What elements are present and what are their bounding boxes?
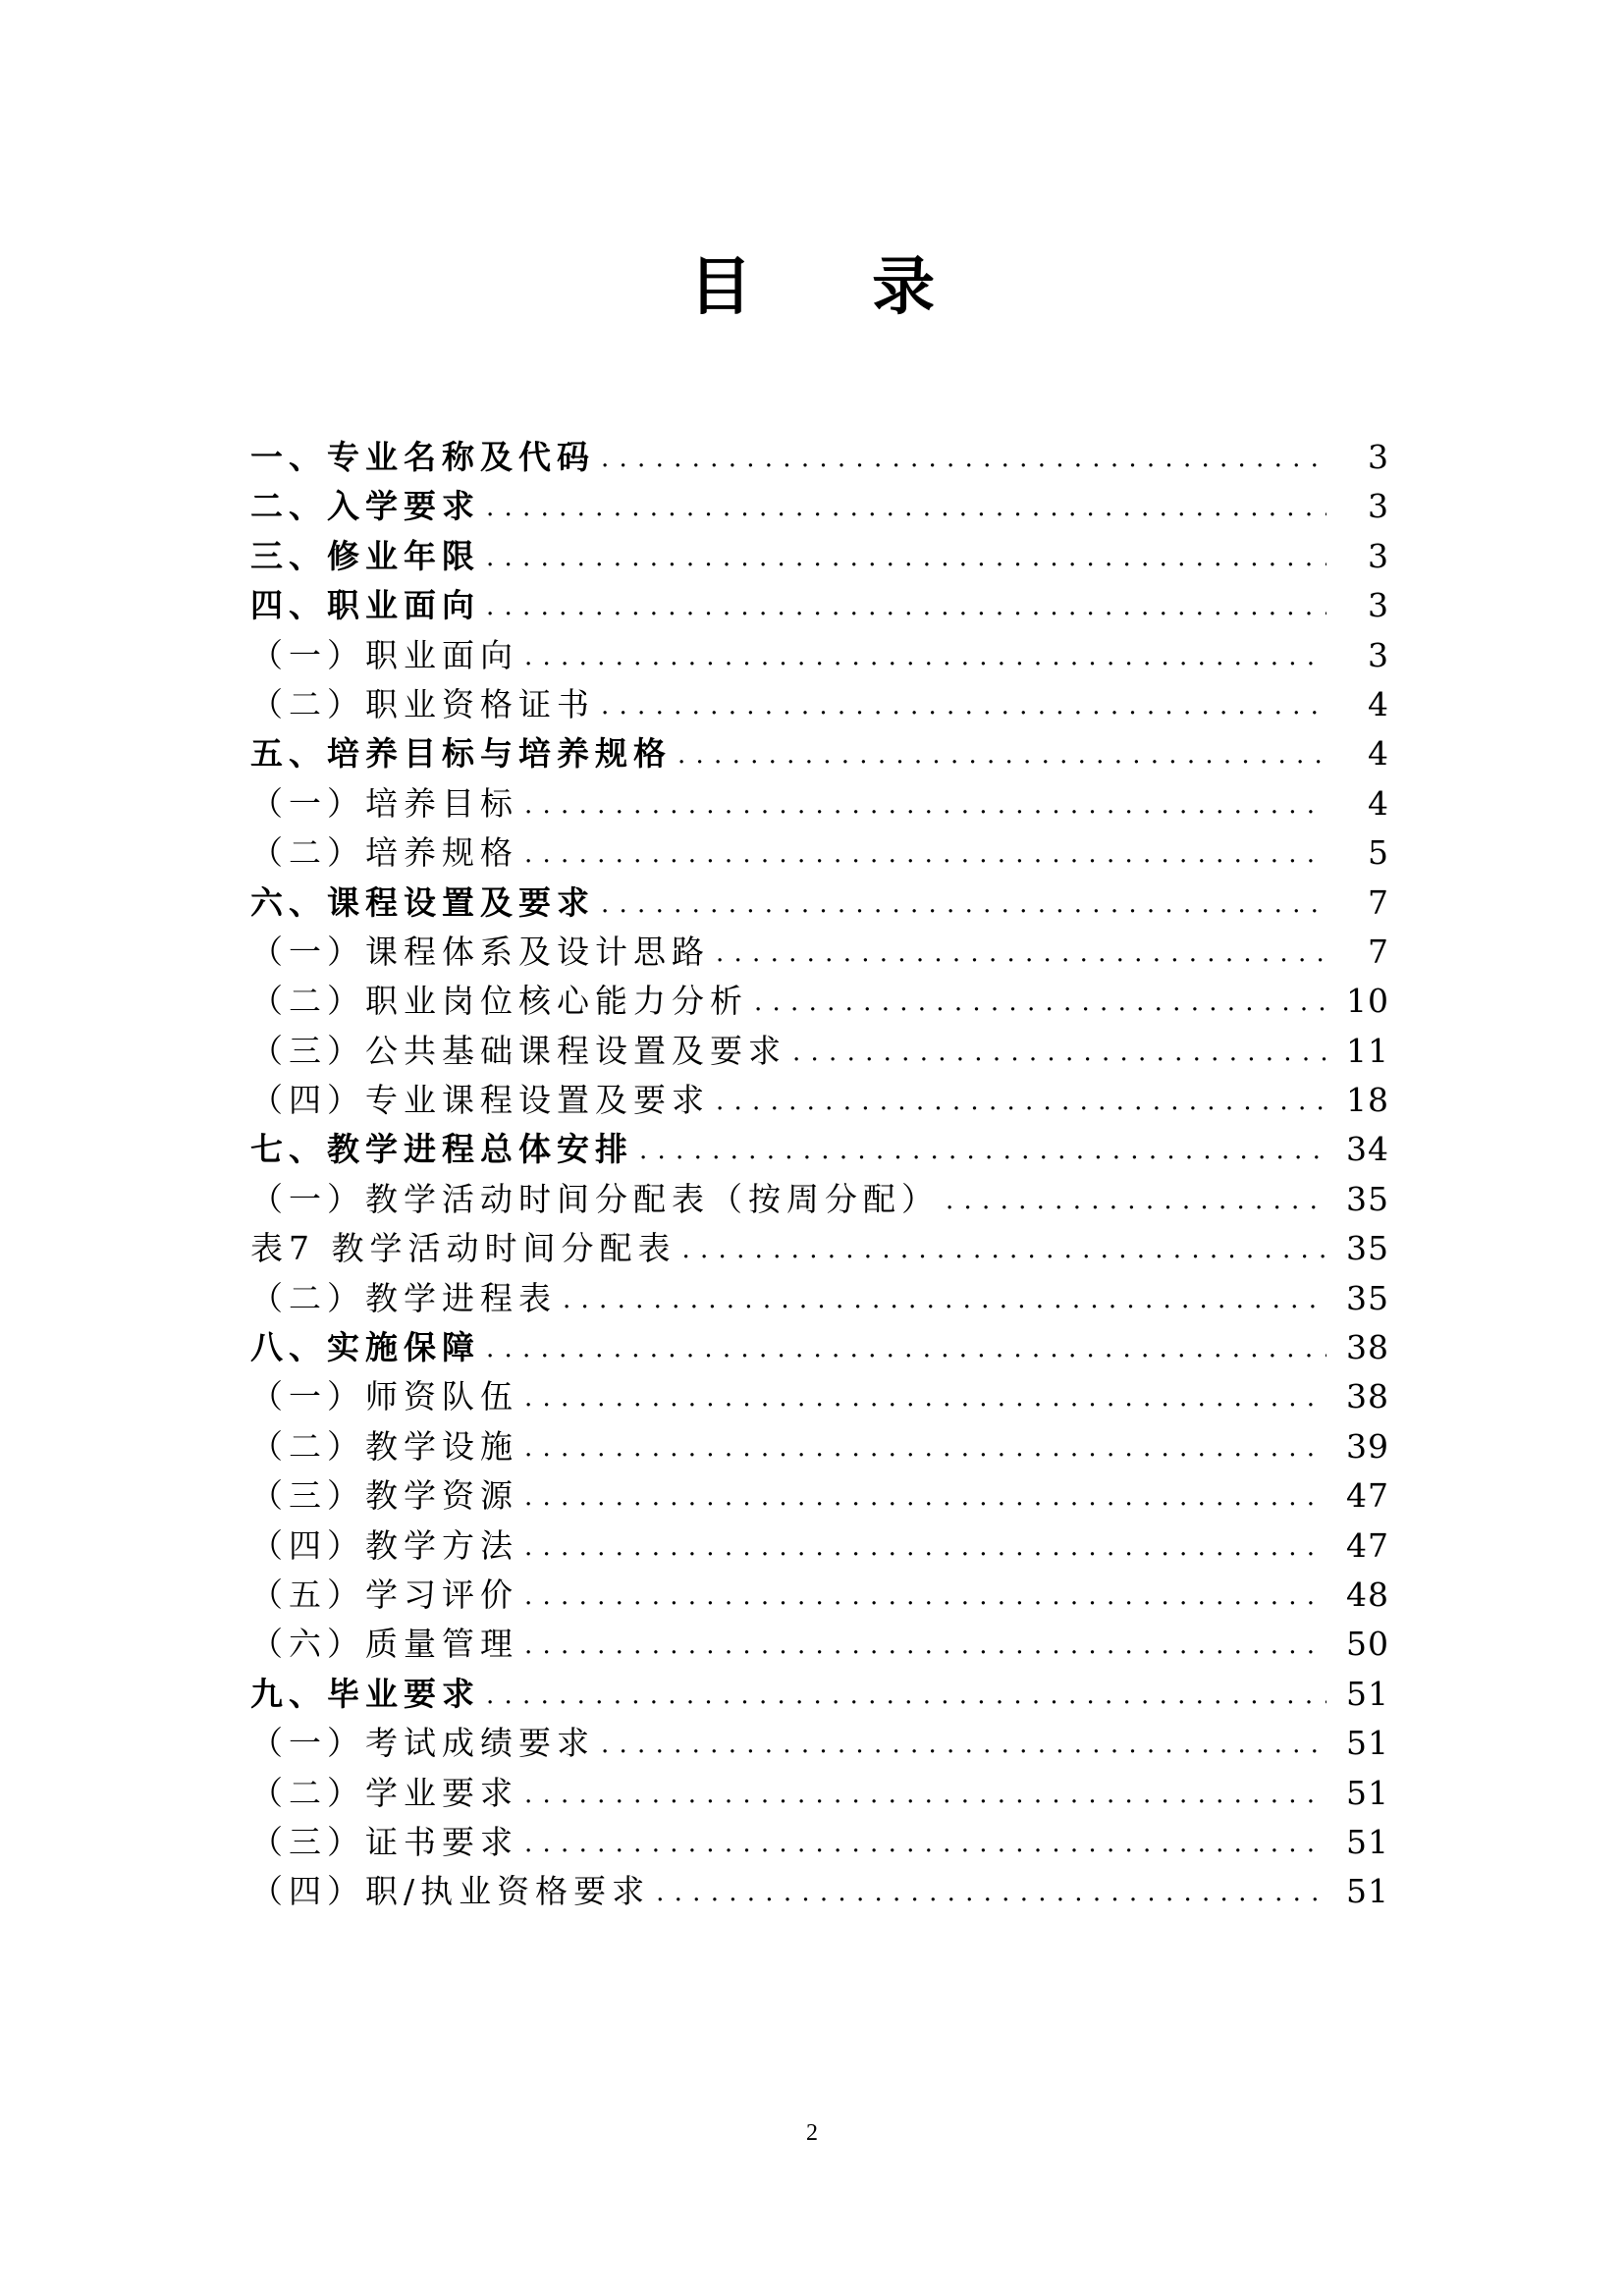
toc-entry[interactable]	[250, 878, 1389, 927]
toc-entry-label: 五、培养目标与培养规格	[250, 734, 672, 774]
toc-dot-leader	[486, 543, 1326, 572]
toc-entry-label: 表7 教学活动时间分配表	[250, 1229, 677, 1268]
toc-dot-leader	[524, 1383, 1326, 1413]
toc-entry-label: 八、实施保障	[250, 1328, 480, 1367]
toc-entry-page: 38	[1346, 1377, 1389, 1416]
toc-dot-leader	[601, 691, 1326, 721]
toc-dot-leader	[524, 1433, 1326, 1463]
page-number: 2	[806, 2120, 818, 2146]
toc-entry-page: 4	[1368, 684, 1389, 723]
toc-entry-label: （一）职业面向	[250, 635, 518, 674]
toc-entry[interactable]	[250, 778, 1389, 828]
toc-entry[interactable]	[250, 1718, 1389, 1767]
toc-entry-page: 4	[1368, 783, 1389, 823]
toc-entry[interactable]	[250, 630, 1389, 679]
toc-dot-leader	[601, 444, 1326, 473]
toc-dot-leader	[524, 1532, 1326, 1562]
toc-entry-page: 51	[1346, 1674, 1389, 1713]
toc-entry[interactable]	[250, 728, 1389, 777]
toc-entry-label: （二）教学进程表	[250, 1278, 557, 1317]
toc-dot-leader	[486, 1334, 1326, 1363]
toc-dot-leader	[682, 1235, 1327, 1264]
toc-entry-page: 3	[1368, 438, 1389, 476]
toc-entry[interactable]	[250, 1669, 1389, 1718]
toc-dot-leader	[486, 592, 1326, 621]
toc-entry-label: （四）教学方法	[250, 1525, 518, 1565]
toc-dot-leader	[524, 1829, 1326, 1858]
toc-dot-leader	[524, 642, 1326, 671]
toc-entry-label: （五）学习评价	[250, 1575, 518, 1614]
toc-entry[interactable]	[250, 1421, 1389, 1470]
toc-entry[interactable]	[250, 1322, 1389, 1371]
toc-dot-leader	[524, 1630, 1326, 1660]
toc-entry-page: 47	[1346, 1525, 1389, 1565]
toc-dot-leader	[486, 1681, 1326, 1710]
toc-entry-page: 35	[1346, 1179, 1389, 1218]
toc-dot-leader	[601, 889, 1326, 919]
toc-dot-leader	[524, 839, 1326, 869]
toc-entry-page: 35	[1346, 1229, 1389, 1268]
toc-entry-page: 11	[1346, 1031, 1389, 1070]
toc-entry-page: 4	[1368, 734, 1389, 774]
toc-entry-label: （三）公共基础课程设置及要求	[250, 1031, 786, 1070]
toc-entry-label: 九、毕业要求	[250, 1674, 480, 1713]
toc-dot-leader	[677, 740, 1326, 770]
toc-entry[interactable]	[250, 1866, 1389, 1915]
toc-entry[interactable]	[250, 927, 1389, 976]
toc-entry-page: 10	[1346, 982, 1389, 1021]
toc-entry-page: 51	[1346, 1773, 1389, 1812]
toc-dot-leader	[563, 1285, 1326, 1314]
toc-entry[interactable]	[250, 1075, 1389, 1124]
toc-entry[interactable]	[250, 1124, 1389, 1173]
toc-dot-leader	[601, 1730, 1326, 1759]
toc-entry-label: （六）质量管理	[250, 1625, 518, 1664]
toc-entry-label: （一）教学活动时间分配表（按周分配）	[250, 1179, 940, 1218]
toc-entry-page: 38	[1346, 1328, 1389, 1367]
toc-entry[interactable]	[250, 432, 1389, 481]
toc-entry-page: 18	[1346, 1081, 1389, 1120]
toc-entry-page: 51	[1346, 1822, 1389, 1861]
toc-entry-label: （一）培养目标	[250, 783, 518, 823]
toc-entry-label: （二）培养规格	[250, 833, 518, 873]
toc-entry-label: （三）教学资源	[250, 1476, 518, 1516]
toc-dot-leader	[486, 493, 1326, 522]
toc-entry-label: （二）教学设施	[250, 1426, 518, 1466]
toc-entry-label: （一）师资队伍	[250, 1377, 518, 1416]
toc-entry-page: 3	[1368, 536, 1389, 575]
toc-entry-page: 50	[1346, 1625, 1389, 1664]
toc-entry-label: 三、修业年限	[250, 536, 480, 575]
toc-entry-page: 39	[1346, 1426, 1389, 1466]
toc-dot-leader	[524, 1482, 1326, 1512]
toc-entry-page: 51	[1346, 1872, 1389, 1911]
toc-dot-leader	[946, 1186, 1326, 1215]
toc-entry-label: （三）证书要求	[250, 1822, 518, 1861]
toc-entry[interactable]	[250, 1570, 1389, 1619]
toc-entry[interactable]	[250, 1174, 1389, 1223]
toc-dot-leader	[716, 938, 1326, 968]
toc-entry[interactable]	[250, 1223, 1389, 1272]
toc-entry-label: （一）考试成绩要求	[250, 1724, 595, 1763]
toc-entry[interactable]	[250, 679, 1389, 728]
toc-dot-leader	[639, 1136, 1326, 1165]
toc-entry-label: （四）专业课程设置及要求	[250, 1081, 710, 1120]
toc-entry-page: 35	[1346, 1278, 1389, 1317]
toc-entry-label: 四、职业面向	[250, 586, 480, 625]
toc-dot-leader	[524, 1780, 1326, 1809]
toc-entry-label: （四）职/执业资格要求	[250, 1872, 651, 1911]
toc-entry-label: 七、教学进程总体安排	[250, 1130, 633, 1169]
toc-dot-leader	[656, 1878, 1326, 1907]
toc-entry-label: （一）课程体系及设计思路	[250, 932, 710, 971]
toc-entry[interactable]	[250, 1768, 1389, 1817]
toc-dot-leader	[524, 790, 1326, 820]
toc-entry-label: 一、专业名称及代码	[250, 438, 595, 476]
toc-entry[interactable]	[250, 828, 1389, 877]
toc-entry-page: 34	[1346, 1130, 1389, 1169]
toc-entry[interactable]	[250, 1470, 1389, 1520]
toc-entry-label: 二、入学要求	[250, 487, 480, 526]
toc-entry[interactable]	[250, 1371, 1389, 1420]
toc-entry-page: 7	[1368, 932, 1389, 971]
toc-dot-leader	[716, 1087, 1326, 1116]
toc-entry-label: （二）职业资格证书	[250, 684, 595, 723]
toc-entry[interactable]	[250, 1273, 1389, 1322]
toc-entry-page: 3	[1368, 635, 1389, 674]
toc-entry-page: 3	[1368, 487, 1389, 526]
toc-entry-label: 六、课程设置及要求	[250, 882, 595, 922]
toc-entry[interactable]	[250, 580, 1389, 629]
page-title: 目 录	[688, 251, 985, 324]
toc-entry[interactable]	[250, 1817, 1389, 1866]
toc-entry-page: 5	[1368, 833, 1389, 873]
toc-entry[interactable]	[250, 1026, 1389, 1075]
toc-entry[interactable]	[250, 531, 1389, 580]
toc-dot-leader	[524, 1581, 1326, 1611]
toc-dot-leader	[754, 988, 1326, 1017]
toc-entry-page: 48	[1346, 1575, 1389, 1614]
toc-entry-page: 51	[1346, 1724, 1389, 1763]
toc-entry-label: （二）职业岗位核心能力分析	[250, 982, 748, 1021]
toc-entry-page: 7	[1368, 882, 1389, 922]
toc-entry[interactable]	[250, 481, 1389, 530]
toc-entry[interactable]	[250, 1521, 1389, 1570]
toc-dot-leader	[792, 1038, 1326, 1067]
toc-entry-page: 47	[1346, 1476, 1389, 1516]
toc-entry-page: 3	[1368, 586, 1389, 625]
toc-entry-label: （二）学业要求	[250, 1773, 518, 1812]
toc-entry[interactable]	[250, 1619, 1389, 1668]
toc-entry[interactable]	[250, 976, 1389, 1025]
table-of-contents	[250, 432, 1389, 1916]
